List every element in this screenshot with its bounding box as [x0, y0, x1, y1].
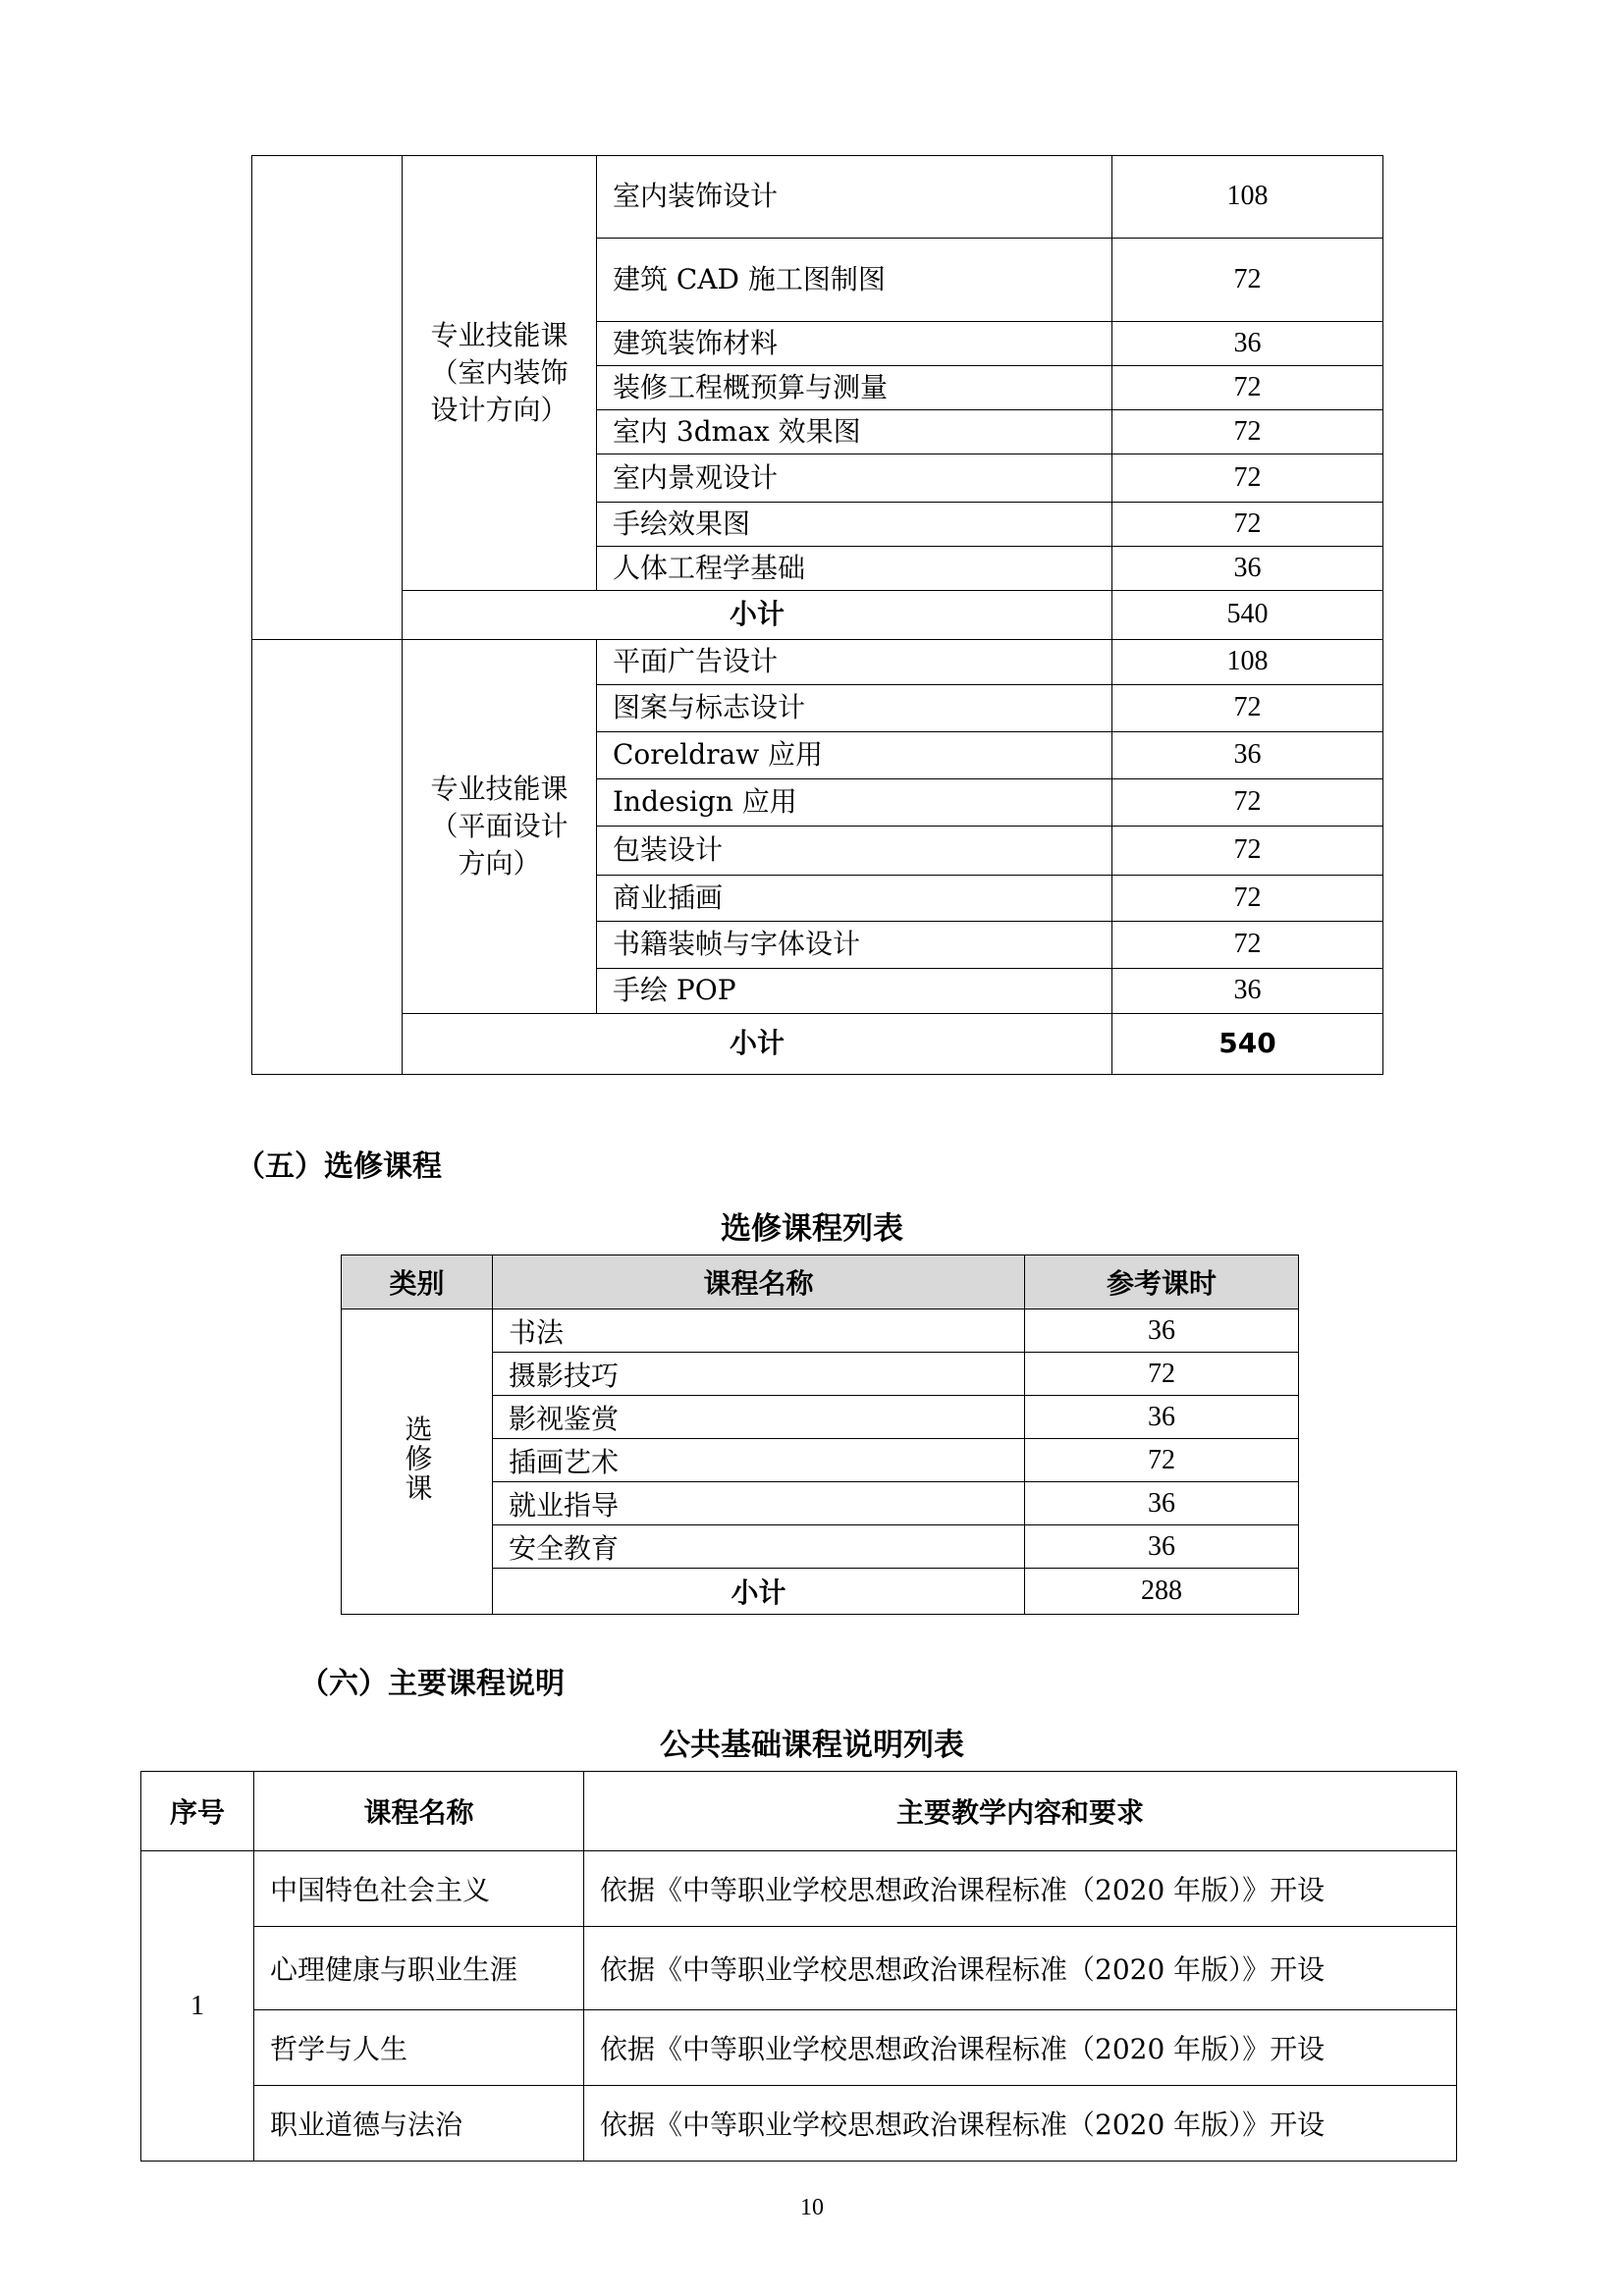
course-name: 摄影技巧	[493, 1353, 1025, 1396]
table-header-row	[141, 1772, 1457, 1851]
column-header: 主要教学内容和要求	[584, 1772, 1457, 1851]
course-name: 中国特色社会主义	[254, 1851, 584, 1927]
course-content: 依据《中等职业学校思想政治课程标准（2020 年版）》开设	[584, 1927, 1457, 2010]
course-hours: 72	[1112, 779, 1383, 827]
course-name: 包装设计	[597, 827, 1112, 876]
course-name: 室内景观设计	[597, 454, 1112, 503]
course-content: 依据《中等职业学校思想政治课程标准（2020 年版）》开设	[584, 1851, 1457, 1927]
course-hours: 72	[1112, 876, 1383, 922]
category-label: 选修课	[401, 1414, 434, 1503]
course-name: Indesign 应用	[597, 779, 1112, 827]
table-row	[252, 156, 1383, 239]
course-hours: 36	[1112, 969, 1383, 1014]
course-name: 哲学与人生	[254, 2010, 584, 2086]
subtotal-label: 小计	[403, 591, 1112, 640]
table-row	[141, 1927, 1457, 2010]
category-cell	[403, 156, 597, 591]
course-name: 书法	[493, 1309, 1025, 1353]
professional-skills-table	[251, 155, 1383, 1075]
course-name: 书籍装帧与字体设计	[597, 922, 1112, 969]
course-name: 影视鉴赏	[493, 1396, 1025, 1439]
course-name: 建筑 CAD 施工图制图	[597, 239, 1112, 322]
course-name: 平面广告设计	[597, 640, 1112, 685]
table-header-row	[342, 1255, 1299, 1309]
course-hours: 36	[1112, 322, 1383, 366]
column-header: 序号	[141, 1772, 254, 1851]
outer-category-cell	[252, 640, 403, 1075]
column-header: 参考课时	[1025, 1255, 1299, 1309]
section-heading: （六）主要课程说明	[299, 1667, 565, 1701]
course-name: 人体工程学基础	[597, 547, 1112, 591]
subtotal-label: 小计	[403, 1014, 1112, 1075]
course-name: 职业道德与法治	[254, 2086, 584, 2162]
course-content: 依据《中等职业学校思想政治课程标准（2020 年版）》开设	[584, 2010, 1457, 2086]
subtotal-value: 540	[1112, 1014, 1383, 1075]
course-hours: 36	[1112, 732, 1383, 779]
category-cell	[403, 640, 597, 1014]
subtotal-value: 540	[1112, 591, 1383, 640]
outer-category-cell	[252, 156, 403, 640]
course-content: 依据《中等职业学校思想政治课程标准（2020 年版）》开设	[584, 2086, 1457, 2162]
course-hours: 72	[1112, 410, 1383, 454]
column-header: 课程名称	[493, 1255, 1025, 1309]
column-header: 课程名称	[254, 1772, 584, 1851]
course-name: 就业指导	[493, 1482, 1025, 1525]
course-name: 安全教育	[493, 1525, 1025, 1569]
section-heading: （五）选修课程	[236, 1149, 442, 1184]
subtotal-row	[252, 1014, 1383, 1075]
course-name: 商业插画	[597, 876, 1112, 922]
table-row	[252, 640, 1383, 685]
course-hours: 36	[1025, 1482, 1299, 1525]
course-hours: 72	[1025, 1439, 1299, 1482]
course-name: Coreldraw 应用	[597, 732, 1112, 779]
course-name: 心理健康与职业生涯	[254, 1927, 584, 2010]
course-hours: 72	[1112, 922, 1383, 969]
course-name: 室内 3dmax 效果图	[597, 410, 1112, 454]
course-hours: 72	[1112, 366, 1383, 410]
subtotal-value: 288	[1025, 1569, 1299, 1615]
course-hours: 36	[1112, 547, 1383, 591]
table-row	[141, 2010, 1457, 2086]
course-name: 装修工程概预算与测量	[597, 366, 1112, 410]
course-hours: 108	[1112, 156, 1383, 239]
table-row	[141, 1851, 1457, 1927]
page-number: 10	[800, 2195, 824, 2220]
course-hours: 36	[1025, 1396, 1299, 1439]
course-hours: 36	[1025, 1525, 1299, 1569]
course-name: 室内装饰设计	[597, 156, 1112, 239]
category-label: 专业技能课（平面设计方向）	[430, 773, 568, 880]
course-name: 手绘效果图	[597, 503, 1112, 547]
course-hours: 36	[1025, 1309, 1299, 1353]
row-index: 1	[141, 1851, 254, 2162]
course-hours: 72	[1112, 827, 1383, 876]
public-courses-table	[140, 1771, 1457, 2162]
elective-courses-table	[341, 1255, 1299, 1615]
table-row	[342, 1309, 1299, 1353]
table-row	[141, 2086, 1457, 2162]
course-hours: 72	[1112, 454, 1383, 503]
course-hours: 72	[1025, 1353, 1299, 1396]
column-header: 类别	[342, 1255, 493, 1309]
category-cell	[342, 1309, 493, 1615]
category-label: 专业技能课（室内装饰设计方向）	[430, 319, 568, 426]
table-caption: 公共基础课程说明列表	[660, 1728, 964, 1763]
course-name: 图案与标志设计	[597, 685, 1112, 732]
subtotal-label: 小计	[493, 1569, 1025, 1615]
subtotal-row	[252, 591, 1383, 640]
course-name: 插画艺术	[493, 1439, 1025, 1482]
course-hours: 72	[1112, 503, 1383, 547]
course-name: 手绘 POP	[597, 969, 1112, 1014]
course-hours: 72	[1112, 239, 1383, 322]
course-name: 建筑装饰材料	[597, 322, 1112, 366]
course-hours: 72	[1112, 685, 1383, 732]
course-hours: 108	[1112, 640, 1383, 685]
table-caption: 选修课程列表	[721, 1211, 903, 1247]
